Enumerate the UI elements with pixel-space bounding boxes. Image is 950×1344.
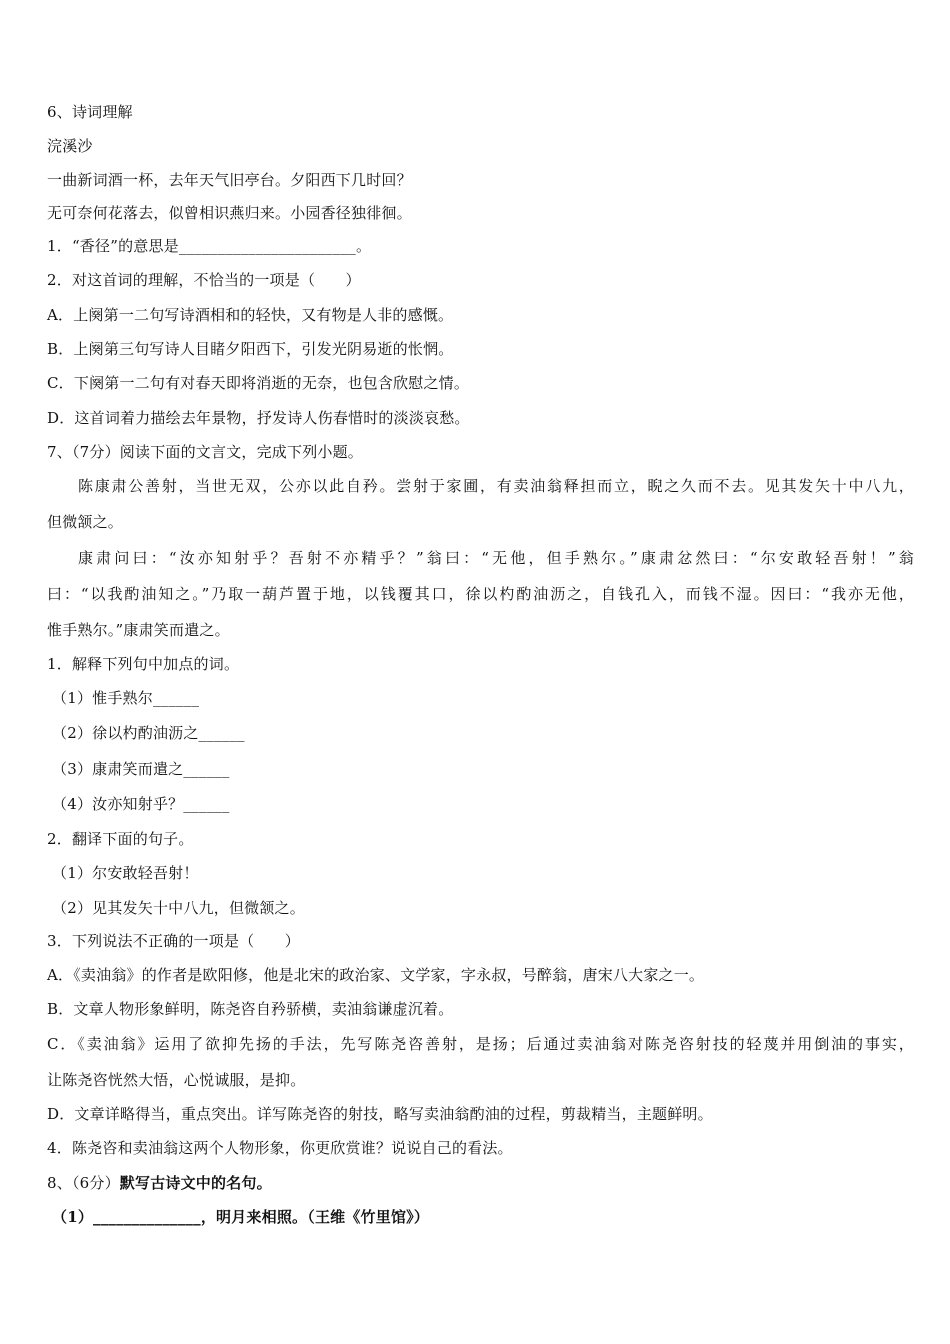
poem-title: 浣溪沙 [47,137,93,155]
q7-sub3-option-a: A．《卖油翁》的作者是欧阳修，他是北宋的政治家、文学家，字永叔，号醉翁，唐宋八大家之一。 [47,966,705,984]
q7-sub3-option-b: B．文章人物形象鲜明，陈尧咨自矜骄横，卖油翁谦虚沉着。 [47,1000,454,1018]
q6-item-1: 1．“香径”的意思是_______________________。 [47,237,372,255]
q8-heading [47,1173,920,1193]
q6-item-2: 2．对这首词的理解，不恰当的一项是（ ） [47,271,361,289]
passage-para2-line3: 惟手熟尔。”康肃笑而遣之。 [47,621,230,639]
q8-heading-bold: 默写古诗文中的名句。 [119,1174,272,1192]
passage-para1-line2: 但微颔之。 [47,513,124,531]
poem-line-2: 无可奈何花落去，似曾相识燕归来。小园香径独徘徊。 [47,204,412,222]
poem-line-1: 一曲新词酒一杯，去年天气旧亭台。夕阳西下几时回？ [47,171,412,189]
q6-option-c: C．下阕第一二句有对春天即将消逝的无奈，也包含欣慰之情。 [47,374,470,392]
q7-sub1-item-2: （2）徐以杓酌油沥之______ [52,724,245,742]
q7-sub3-option-c-line2: 让陈尧咨恍然大悟，心悦诚服，是抑。 [47,1071,306,1089]
passage-para2-line2: 曰：“以我酌油知之。”乃取一葫芦置于地，以钱覆其口，徐以杓酌油沥之，自钱孔入，而钱不湿。因曰：“我亦无他， [47,585,914,603]
passage-para1-line1: 陈康肃公善射，当世无双，公亦以此自矜。尝射于家圃，有卖油翁释担而立，睨之久而不去。见其发矢十中八九， [78,477,914,495]
q7-sub3-option-c-line1: C．《卖油翁》运用了欲抑先扬的手法，先写陈尧咨善射，是扬；后通过卖油翁对陈尧咨射技的轻蔑并用倒油的事实， [47,1035,914,1053]
passage-para2-line1: 康肃问曰：“汝亦知射乎？吾射不亦精乎？”翁曰：“无他，但手熟尔。”康肃忿然曰：“尔安敢轻吾射！”翁 [78,549,914,567]
q7-sub1-item-3: （3）康肃笑而遣之______ [52,760,230,778]
q7-sub1-heading: 1．解释下列句中加点的词。 [47,655,240,673]
q8-heading-prefix: 8、（6分） [47,1174,120,1192]
q7-sub3-option-d: D．文章详略得当，重点突出。详写陈尧咨的射技，略写卖油翁酌油的过程，剪裁精当，主题鲜明。 [47,1105,713,1123]
q6-option-a: A．上阕第一二句写诗酒相和的轻快，又有物是人非的感慨。 [47,306,454,324]
q7-sub3-heading: 3．下列说法不正确的一项是（ ） [47,932,300,950]
q7-sub2-heading: 2．翻译下面的句子。 [47,830,194,848]
q6-heading: 6、诗词理解 [47,103,133,121]
q6-option-d: D．这首词着力描绘去年景物，抒发诗人伤春惜时的淡淡哀愁。 [47,409,470,427]
q7-sub2-item-1: （1）尔安敢轻吾射！ [52,864,199,882]
q7-sub1-item-4: （4）汝亦知射乎？______ [52,795,230,813]
q7-sub2-item-2: （2）见其发矢十中八九，但微颔之。 [52,899,305,917]
q7-heading: 7、（7分）阅读下面的文言文，完成下列小题。 [47,443,363,461]
q8-item-1: （1）______________，明月来相照。（王维《竹里馆》） [52,1208,430,1226]
q6-option-b: B．上阕第三句写诗人目睹夕阳西下，引发光阴易逝的怅惘。 [47,340,454,358]
q7-sub1-item-1: （1）惟手熟尔______ [52,689,200,707]
q7-sub4: 4．陈尧咨和卖油翁这两个人物形象，你更欣赏谁？说说自己的看法。 [47,1139,513,1157]
